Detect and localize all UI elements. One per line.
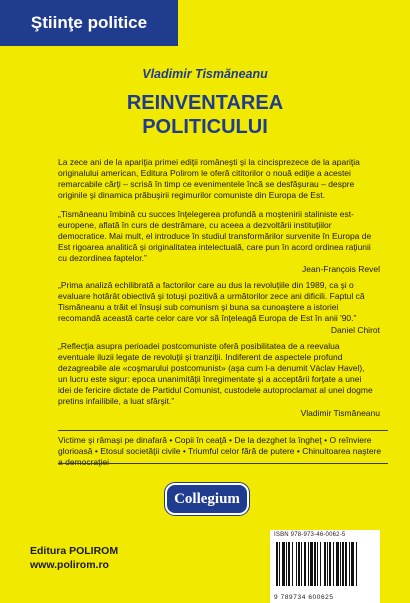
quote-3-text: „Reflecţia asupra perioadei postcomuniste oferă posibilitatea de a reevalua eventuale iluzii legate de revoluţii şi tranziţii. Indiferent de aspectele profund dezagreabile ale «coşmarului postcomunist» (aşa cum l-a denumit Václav Havel), un lucru este sigur: epoca unanimităţii înregimentate şi a acceptării forţate a unei idei de fericire dictate de Partidul Comunist, custodele autoproclamat al unei dogme pretins infailibile, a luat sfârşit.”	[58, 341, 373, 406]
title-line-1: REINVENTAREA	[126, 92, 284, 114]
barcode-panel	[270, 530, 380, 603]
title-line-2: POLITICULUI	[142, 116, 268, 138]
intro-paragraph: La zece ani de la apariţia primei ediţii româneşti şi la cincisprezece de la apariţia originalului american, Editura Polirom le oferă cititorilor o nouă ediţie a acestei remarcabile cărţi – scrisă în timp ce evenimentele încă se desfăşurau – despre originile şi dinamica prăbuşirii regimurilor comuniste din Europa de Est.	[58, 157, 360, 200]
book-title	[0, 91, 410, 139]
publisher-url: www.polirom.ro	[30, 559, 109, 571]
barcode-icon	[276, 542, 374, 586]
other-titles: Victime şi râmaşi pe dinafară • Copii în ceaţă • De la dezghet la îngheţ • O reînviere glorioasă • Etosul societăţii civile • Triumful celor fără de putere • Chinuitoarea naştere a democraţiei	[58, 435, 382, 467]
divider-bottom	[58, 463, 388, 464]
series-label: Ştiinţe politice	[0, 0, 178, 46]
quote-3-author: Vladimir Tismăneanu	[300, 408, 380, 418]
collegium-logo: Collegium	[165, 483, 249, 515]
divider-top	[58, 430, 388, 431]
quote-2-author: Daniel Chirot	[330, 325, 380, 335]
isbn-number: ISBN 978-973-46-0062-5	[274, 532, 346, 538]
quote-2-text: „Prima analiză echilibrată a factorilor care au dus la revoluţiile din 1989, ca şi o evaluare hotărât obiectivă şi totuşi pozitivă a următorilor zece ani dificili. Faptul că Tismăneanu a trăit el însuşi sub comunism şi buna sa cunoaştere a istoriei recomandă această carte celor care vor să înţeleagă Europa de Est în anii '90.”	[58, 280, 365, 323]
quote-1-author: Jean-François Revel	[302, 264, 380, 274]
quote-1-text: „Tismăneanu îmbină cu succes înţelegerea profundă a moştenirii staliniste est-europene, aflată în curs de destrămare, cu aceea a dezvoltării instituţiilor democratice. Mai mult, el introduce în studiul transformărilor survenite în Europa de Est rigoarea analitică şi originalitatea intelectuală, care pun în acord ordinea raţiunii cu dezordinea faptelor.”	[58, 209, 372, 263]
publisher-name: Editura POLIROM	[30, 545, 119, 557]
publisher-block	[30, 544, 118, 572]
barcode-digits: 9 789734 600625	[274, 594, 334, 601]
author-name: Vladimir Tismăneanu	[142, 67, 268, 81]
